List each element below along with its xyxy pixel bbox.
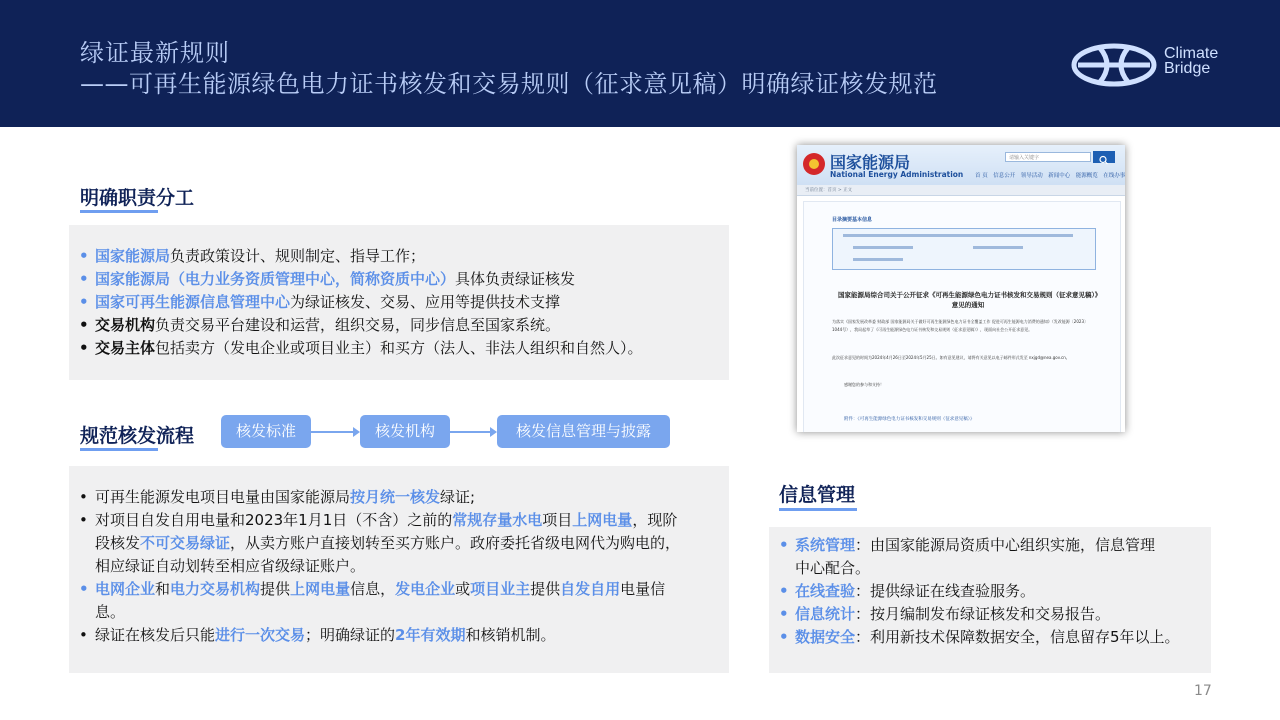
logo-text-line2: Bridge (1164, 60, 1211, 77)
screenshot-info-heading: 目录摘要基本信息 (832, 217, 873, 223)
info-item: • 在线查验：提供绿证在线查验服务。 (779, 582, 1036, 600)
screenshot-search-icon (1093, 151, 1115, 163)
info-box (769, 527, 1211, 673)
info-item: • 数据安全：利用新技术保障数据安全，信息留存5年以上。 (779, 628, 1180, 646)
info-section-title: 信息管理 (779, 484, 856, 506)
screenshot-body-para2: 此次征求意见的时间为2024年4月26日至2024年5月25日。如有意见建议，请将有关意见以电子邮件形式发至 nxjgd@nea.gov.cn。 (832, 355, 1070, 360)
duties-title-underline (80, 210, 158, 213)
screenshot-nav: 首 页 信息公开 领导活动 新闻中心 能源概览 在线办事 (975, 173, 1125, 179)
flow-step-agency: 核发机构 (360, 415, 450, 448)
page-number: 17 (1194, 683, 1212, 699)
process-item: • 电网企业和电力交易机构提供上网电量信息，发电企业或项目业主提供自发自用电量信 (79, 580, 666, 598)
globe-logo-icon (1070, 42, 1160, 88)
flow-step-info-disclosure: 核发信息管理与披露 (497, 415, 670, 448)
duties-section-title: 明确职责分工 (80, 187, 195, 209)
duty-item: • 国家可再生能源信息管理中心为绿证核发、交易、应用等提供技术支撑 (79, 293, 561, 311)
logo-text-line1: Climate (1164, 45, 1219, 62)
info-item: • 信息统计：按月编制发布绿证核发和交易报告。 (779, 605, 1111, 623)
process-section-title: 规范核发流程 (80, 425, 195, 447)
process-item-cont: 息。 (95, 603, 126, 621)
national-emblem-icon (803, 153, 825, 175)
process-item-cont: 相应绿证自动划转至相应省级绿证账户。 (95, 557, 366, 575)
screenshot-search-input: 请输入关键字 (1005, 152, 1091, 162)
process-item: • 绿证在核发后只能进行一次交易；明确绿证的2年有效期和核销机制。 (79, 626, 556, 644)
screenshot-doc-title: 国家能源局综合司关于公开征求《可再生能源绿色电力证书核发和交易规则（征求意见稿）》意见的通知 (838, 291, 1098, 309)
header-banner (0, 0, 1280, 127)
duty-item: • 国家能源局负责政策设计、规则制定、指导工作； (79, 247, 426, 265)
duty-item: • 交易主体包括卖方（发电企业或项目业主）和买方（法人、非法人组织和自然人）。 (79, 339, 643, 357)
flow-arrow-icon (450, 431, 495, 433)
screenshot-info-table (832, 228, 1096, 270)
duties-box (69, 225, 729, 380)
process-item: • 可再生能源发电项目电量由国家能源局按月统一核发绿证; (79, 488, 476, 506)
screenshot-breadcrumb: 当前位置：首页 > 正文 (805, 188, 853, 193)
duty-item: • 国家能源局（电力业务资质管理中心，简称资质中心）具体负责绿证核发 (79, 270, 576, 288)
process-item: • 对项目自发自用电量和2023年1月1日（不含）之前的常规存量水电项目上网电量，现阶 (79, 511, 678, 529)
info-item-cont: 中心配合。 (795, 559, 871, 577)
info-title-underline (779, 508, 857, 511)
screenshot-thanks: 感谢您的参与和支持！ (844, 382, 884, 387)
flow-arrow-icon (311, 431, 358, 433)
climate-bridge-logo (1070, 42, 1230, 88)
screenshot-content (803, 201, 1121, 432)
flow-step-standard: 核发标准 (221, 415, 311, 448)
screenshot-body-para1: 为落实《国家发展改革委 财政部 国家能源局关于做好可再生能源绿色电力证书全覆盖工作 促进可再生能源电力消费的通知》（发改能源〔2023〕1044号），我局起草了《可再生能源绿色电力证书核发和交易规则（征求意见稿）》，现面向社会公开征求意见。 (832, 319, 1088, 332)
slide-title: 绿证最新规则 (80, 39, 230, 67)
screenshot-org-cn: 国家能源局 (830, 153, 911, 172)
screenshot-attachment-link: 附件：《可再生能源绿色电力证书核发和交易规则（征求意见稿）》 (844, 417, 975, 422)
duty-item: • 交易机构负责交易平台建设和运营，组织交易，同步信息至国家系统。 (79, 316, 561, 334)
process-item-cont: 段核发不可交易绿证，从卖方账户直接划转至买方账户。政府委托省级电网代为购电的， (95, 534, 681, 552)
screenshot-org-en: National Energy Administration (830, 170, 964, 179)
slide-subtitle: ——可再生能源绿色电力证书核发和交易规则（征求意见稿）明确绿证核发规范 (80, 70, 938, 98)
process-title-underline (80, 448, 158, 451)
process-box (69, 466, 729, 673)
info-item: • 系统管理：由国家能源局资质中心组织实施，信息管理 (779, 536, 1156, 554)
nea-website-screenshot (797, 145, 1125, 432)
